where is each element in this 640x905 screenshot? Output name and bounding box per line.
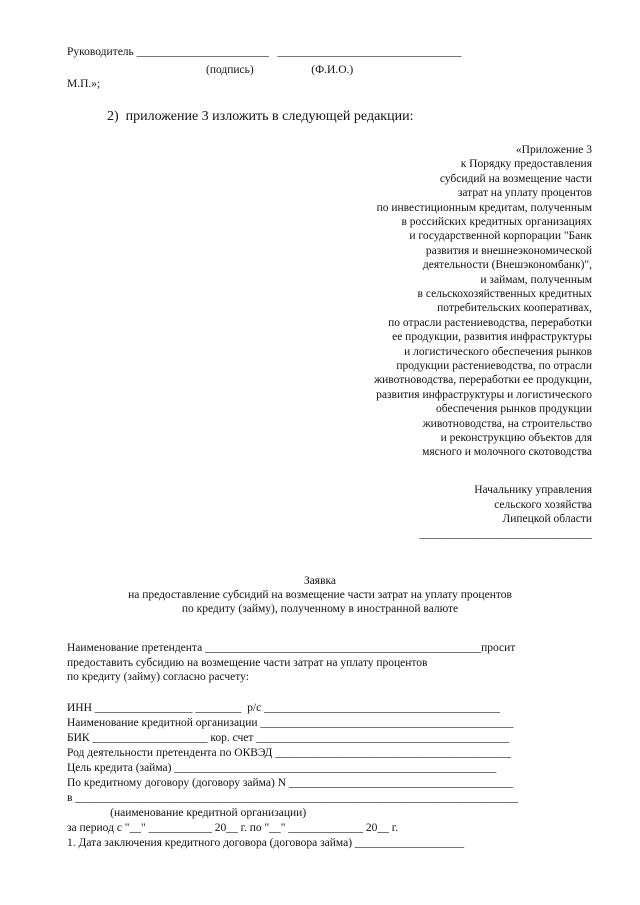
appendix-line: по отрасли растениеводства, переработки [388,316,592,329]
amendment-text: 2) приложение 3 изложить в следующей редакции: [107,109,414,124]
stamp-mark: М.П.»; [67,78,101,90]
addressee-line: Начальнику управления [474,484,592,496]
title-line: на предоставление субсидий на возмещение части затрат на уплату процентов [128,589,512,601]
appendix-line: и реконструкцию объектов для [440,432,592,444]
appendix-line: «Приложение 3 [515,144,592,156]
loan-purpose-field: Цель кредита (займа) ________________________________________________________ [67,762,497,774]
intro-line: по кредиту (займу) согласно расчету: [67,671,249,683]
signature-captions: (подпись) (Ф.И.О.) [206,64,354,76]
appendix-line: деятельности (Внешэкономбанк)", [422,259,592,272]
appendix-line: животноводства, на строительство [422,417,592,430]
appendix-line: продукции растениеводства, по отрасли [396,360,592,372]
appendix-line: развития инфраструктуры и логистического [376,388,592,401]
appendix-line: ее продукции, развития инфраструктуры [392,331,592,344]
inn-field: ИНН _________________ ________ р/с _________________________________________ [67,702,500,714]
appendix-line: субсидий на возмещение части [439,172,592,185]
appendix-line: затрат на уплату процентов [457,187,592,200]
contract-date-field: 1. Дата заключения кредитного договора (договора займа) ___________________ [67,837,465,849]
bank-field-caption: (наименование кредитной организации) [67,807,307,819]
appendix-line: по инвестиционным кредитам, полученным [376,201,592,214]
bank-field: в _____________________________________________________________________________ [67,792,519,804]
appendix-line: в российских кредитных организациях [401,216,592,228]
okved-field: Род деятельности претендента по ОКВЭД _________________________________________ [67,747,512,759]
appendix-line: животноводства, переработки ее продукции, [374,374,592,387]
appendix-line: развития и внешнеэкономической [425,244,592,257]
addressee-line: Липецкой области [502,513,592,525]
bank-name-field: Наименование кредитной организации ____________________________________________ [67,717,514,729]
appendix-line: к Порядку предоставления [460,158,592,171]
intro-line: Наименование претендента ________________________________________________просит [67,642,516,654]
addressee-line: сельского хозяйства [494,498,592,511]
signature-line: Руководитель _______________________ ________________________________ [67,46,462,58]
bik-field: БИК ____________________ кор. счет ____________________________________________ [67,732,510,744]
period-field: за период с "__" ___________ 20__ г. по "__" _____________ 20__ г. [67,822,399,834]
appendix-line: обеспечения рынков продукции [436,403,592,416]
loan-contract-field: По кредитному договору (договору займа) N _______________________________________ [67,777,514,789]
title-line: по кредиту (займу), полученному в иностранной валюте [181,603,459,615]
appendix-line: потребительских кооперативах, [437,302,592,315]
appendix-line: и логистического обеспечения рынков [404,345,592,358]
appendix-line: в сельскохозяйственных кредитных [417,288,592,300]
appendix-line: и государственной корпорации "Банк [409,230,592,243]
appendix-line: и займам, полученным [480,273,592,286]
addressee-blank: ______________________________ [419,527,592,540]
intro-line: предоставить субсидию на возмещение части затрат на уплату процентов [67,656,428,669]
title-line: Заявка [303,575,337,587]
appendix-line: мясного и молочного скотоводства [422,446,592,459]
